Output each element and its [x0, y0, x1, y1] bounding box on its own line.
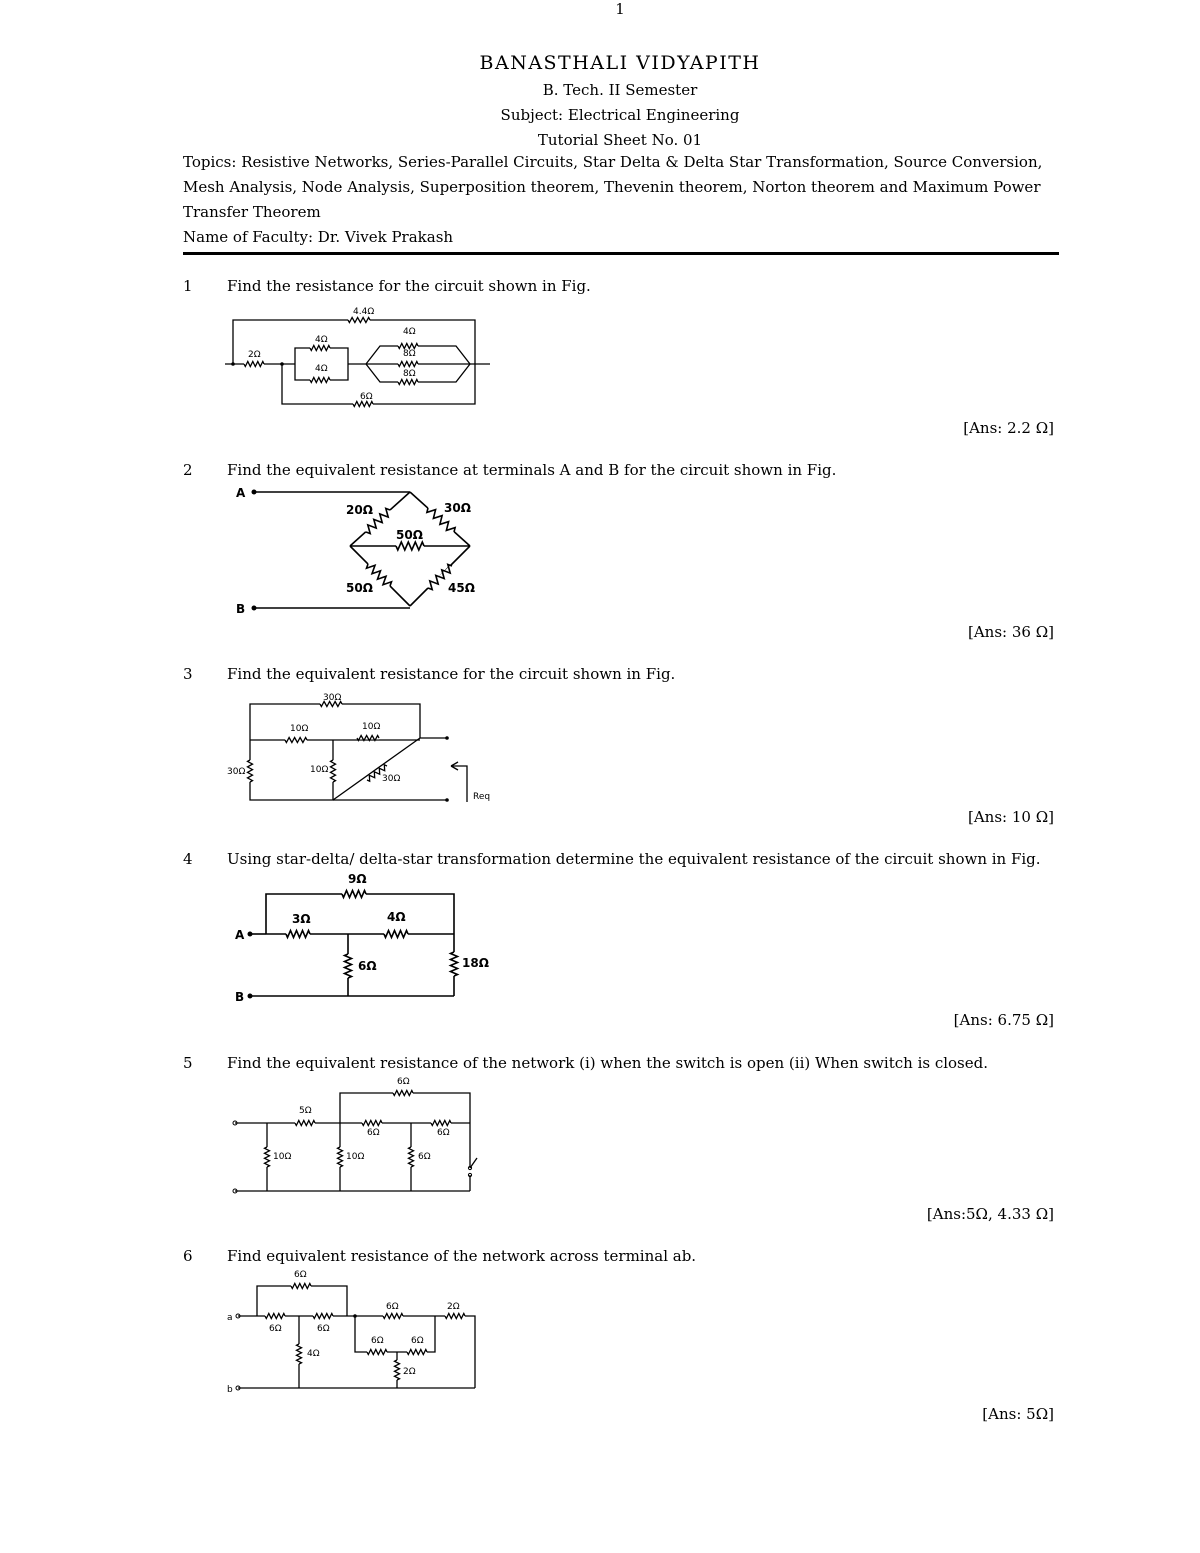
- q4-label-3ohm: 3Ω: [292, 912, 311, 926]
- resistor-symbol: [407, 1350, 427, 1355]
- resistor-symbol: [445, 1314, 465, 1319]
- q6-label-6ohm-c: 6Ω: [386, 1302, 399, 1312]
- q4-label-4ohm: 4Ω: [387, 910, 406, 924]
- resistor-symbol: [393, 1091, 413, 1096]
- q2-terminal-b: B: [236, 602, 246, 616]
- q3-label-req: Req: [473, 792, 491, 802]
- q1-label-4.4ohm: 4.4Ω: [353, 307, 375, 317]
- resistor-symbol: [395, 1360, 400, 1380]
- q4-label-9ohm: 9Ω: [348, 872, 367, 886]
- resistor-symbol: [362, 1121, 382, 1126]
- resistor-symbol: [353, 402, 373, 407]
- q4-terminal-b: B: [235, 990, 245, 1004]
- question-6-circuit: [225, 1266, 495, 1396]
- q1-label-4ohm-a: 4Ω: [315, 335, 328, 345]
- q2-label-45ohm: 45Ω: [448, 581, 475, 595]
- resistor-symbol: [286, 931, 310, 938]
- question-1-answer: [Ans: 2.2 Ω]: [963, 419, 1054, 437]
- page-number: 1: [615, 0, 625, 18]
- institution-name: BANASTHALI VIDYAPITH: [479, 52, 761, 74]
- resistor-symbol: [310, 346, 330, 351]
- q5-label-6ohm-a: 6Ω: [367, 1128, 380, 1138]
- question-2-number: 2: [183, 461, 193, 479]
- question-2-answer: [Ans: 36 Ω]: [967, 623, 1054, 641]
- question-3-answer: [Ans: 10 Ω]: [967, 808, 1054, 826]
- q6-label-6ohm-b: 6Ω: [317, 1324, 330, 1334]
- q6-terminal-b: b: [227, 1385, 233, 1395]
- resistor-symbol: [265, 1314, 285, 1319]
- resistor-symbol: [310, 378, 330, 383]
- sheet-title: Tutorial Sheet No. 01: [537, 131, 703, 149]
- resistor-symbol: [398, 380, 418, 385]
- question-5-circuit: [225, 1073, 485, 1198]
- question-3-text: Find the equivalent resistance for the circuit shown in Fig.: [227, 665, 676, 683]
- q4-label-18ohm: 18Ω: [462, 956, 489, 970]
- q6-label-6ohm-d: 6Ω: [371, 1336, 384, 1346]
- resistor-symbol: [342, 891, 366, 898]
- q1-label-4ohm-b: 4Ω: [315, 364, 328, 374]
- topics-line-3: Transfer Theorem: [183, 203, 321, 221]
- question-4-circuit: [230, 870, 500, 1005]
- q1-label-6ohm: 6Ω: [360, 392, 373, 402]
- q6-label-6ohm-top: 6Ω: [294, 1270, 307, 1280]
- resistor-symbol: [431, 1121, 451, 1126]
- q3-label-30ohm-diag: 30Ω: [382, 774, 401, 784]
- resistor-symbol: [345, 954, 352, 978]
- program-line: B. Tech. II Semester: [542, 81, 698, 99]
- q3-label-30ohm-left: 30Ω: [227, 767, 246, 777]
- q6-label-6ohm-a: 6Ω: [269, 1324, 282, 1334]
- q5-label-10ohm-a: 10Ω: [273, 1152, 292, 1162]
- question-2-text: Find the equivalent resistance at terminals A and B for the circuit shown in Fig.: [227, 461, 837, 479]
- question-3-number: 3: [183, 665, 193, 683]
- resistor-symbol: [348, 318, 370, 323]
- topics-line-2: Mesh Analysis, Node Analysis, Superposition theorem, Thevenin theorem, Norton theorem and Maximum Power: [183, 178, 1041, 196]
- resistor-symbol: [285, 738, 307, 743]
- q5-label-6ohm-b: 6Ω: [437, 1128, 450, 1138]
- q5-label-5ohm: 5Ω: [299, 1106, 312, 1116]
- resistor-symbol: [297, 1344, 302, 1364]
- q6-terminal-a: a: [227, 1313, 233, 1323]
- q3-label-30ohm-top: 30Ω: [323, 693, 342, 703]
- resistor-symbol: [244, 362, 264, 367]
- question-5-text: Find the equivalent resistance of the network (i) when the switch is open (ii) When switch is closed.: [227, 1054, 989, 1072]
- q4-terminal-a: A: [235, 928, 245, 942]
- q2-label-50ohm-mid: 50Ω: [396, 528, 423, 542]
- resistor-symbol: [338, 1147, 343, 1167]
- resistor-symbol: [451, 952, 458, 976]
- question-1-number: 1: [183, 277, 193, 295]
- q3-label-10ohm-b: 10Ω: [362, 722, 381, 732]
- resistor-symbol: [265, 1147, 270, 1167]
- q1-label-8ohm-b: 8Ω: [403, 369, 416, 379]
- question-5-answer: [Ans:5Ω, 4.33 Ω]: [926, 1205, 1054, 1223]
- header-divider: [183, 252, 1059, 255]
- question-5-number: 5: [183, 1054, 193, 1072]
- q3-label-10ohm-mid: 10Ω: [310, 765, 329, 775]
- q6-label-4ohm: 4Ω: [307, 1349, 320, 1359]
- resistor-symbol: [409, 1147, 414, 1167]
- question-1-circuit: [220, 300, 500, 412]
- question-6-number: 6: [183, 1247, 193, 1265]
- resistor-symbol: [384, 931, 408, 938]
- resistor-symbol: [398, 344, 418, 349]
- resistor-symbol: [367, 1350, 387, 1355]
- q2-label-20ohm: 20Ω: [346, 503, 373, 517]
- question-4-number: 4: [183, 850, 193, 868]
- resistor-symbol: [396, 542, 424, 550]
- q6-label-2ohm-a: 2Ω: [447, 1302, 460, 1312]
- resistor-symbol: [313, 1314, 333, 1319]
- question-3-circuit: [225, 686, 495, 804]
- question-4-text: Using star-delta/ delta-star transformation determine the equivalent resistance of the circuit shown in Fig.: [227, 850, 1041, 868]
- resistor-symbol: [398, 362, 418, 367]
- q1-label-8ohm-a: 8Ω: [403, 349, 416, 359]
- resistor-symbol: [331, 760, 336, 782]
- subject-line: Subject: Electrical Engineering: [500, 106, 740, 124]
- q5-label-10ohm-b: 10Ω: [346, 1152, 365, 1162]
- resistor-symbol: [291, 1284, 311, 1289]
- q2-terminal-a: A: [236, 486, 246, 500]
- question-6-text: Find equivalent resistance of the network across terminal ab.: [227, 1247, 697, 1265]
- q5-label-6ohm-c: 6Ω: [418, 1152, 431, 1162]
- resistor-symbol: [248, 760, 253, 782]
- resistor-symbol: [295, 1121, 315, 1126]
- question-6-answer: [Ans: 5Ω]: [982, 1405, 1054, 1423]
- q4-label-6ohm: 6Ω: [358, 959, 377, 973]
- topics-block: [183, 150, 1063, 250]
- q6-label-6ohm-e: 6Ω: [411, 1336, 424, 1346]
- question-2-circuit: [230, 482, 490, 617]
- topics-line-1: Topics: Resistive Networks, Series-Parallel Circuits, Star Delta & Delta Star Transformation, Source Conversion,: [183, 153, 1043, 171]
- resistor-symbol: [383, 1314, 403, 1319]
- q2-label-30ohm: 30Ω: [444, 501, 471, 515]
- question-1-text: Find the resistance for the circuit shown in Fig.: [227, 277, 591, 295]
- faculty-line: Name of Faculty: Dr. Vivek Prakash: [183, 228, 454, 246]
- question-4-answer: [Ans: 6.75 Ω]: [953, 1011, 1054, 1029]
- q1-label-2ohm: 2Ω: [248, 350, 261, 360]
- q5-label-6ohm-top: 6Ω: [397, 1077, 410, 1087]
- q2-label-50ohm: 50Ω: [346, 581, 373, 595]
- q6-label-2ohm-b: 2Ω: [403, 1367, 416, 1377]
- q1-label-4ohm-c: 4Ω: [403, 327, 416, 337]
- q3-label-10ohm-a: 10Ω: [290, 724, 309, 734]
